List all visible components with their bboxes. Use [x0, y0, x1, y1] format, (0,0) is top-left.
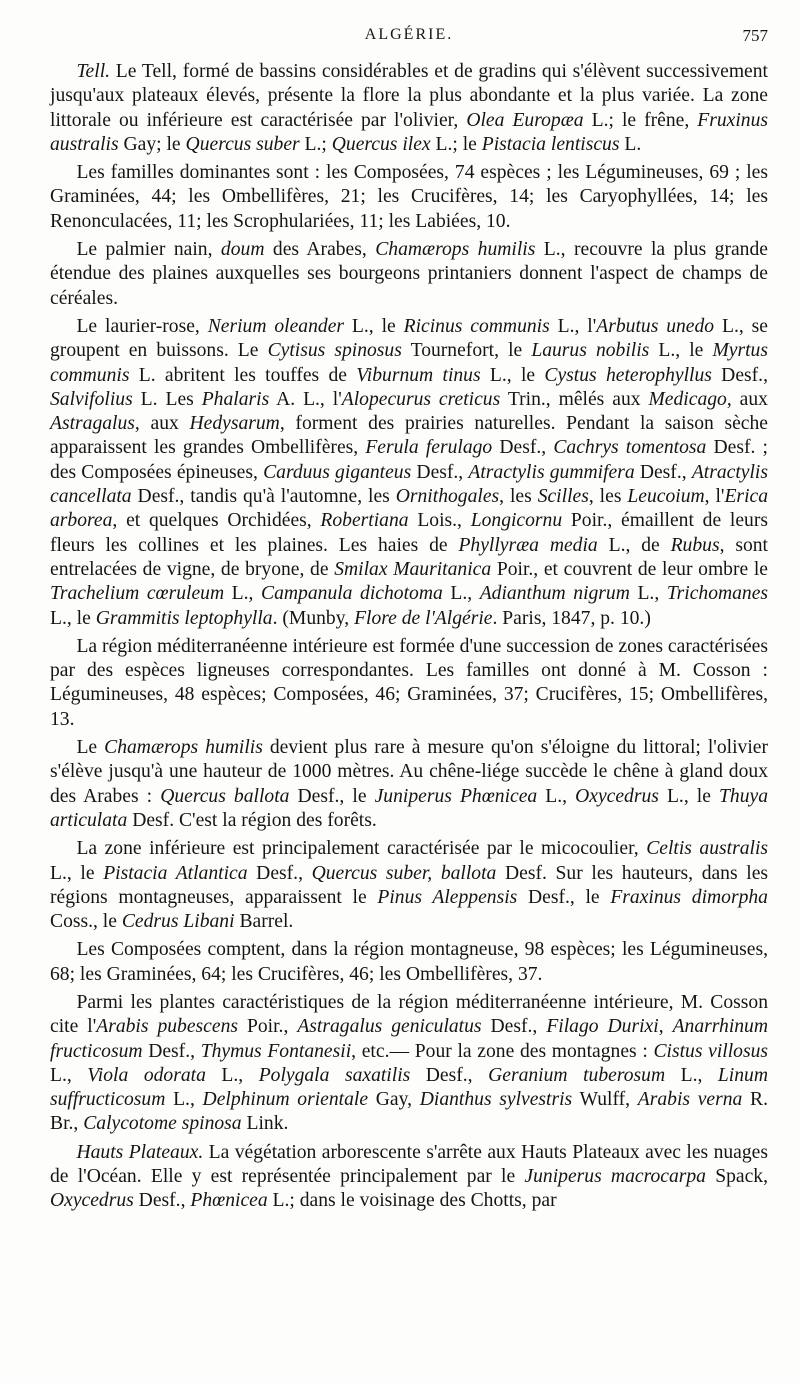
text-run: Desf.,: [133, 1190, 191, 1212]
text-run: , aux: [134, 413, 190, 435]
text-run: L.,: [665, 1064, 718, 1086]
text-run: Desf.,: [410, 1064, 489, 1086]
text-run: Desf.,: [247, 862, 312, 884]
text-run: L. Les: [132, 388, 202, 410]
italic-run: Robertiana: [320, 510, 409, 532]
paragraph: [50, 1141, 768, 1214]
text-run: L.,: [629, 583, 667, 605]
text-run: L., le: [50, 862, 104, 884]
italic-run: Ferula ferulago: [365, 437, 493, 459]
italic-run: Dianthus sylvestris: [419, 1089, 573, 1111]
italic-run: Olea Europæa: [466, 109, 584, 131]
text-run: La zone inférieure est principalement caractérisée par le micocoulier,: [76, 838, 647, 860]
paragraph: [50, 635, 768, 732]
text-run: , l': [704, 486, 725, 508]
italic-run: Salvifolius: [50, 388, 133, 410]
italic-run: Phyllyræa media: [458, 534, 598, 556]
text-run: devient plus rare à mesure qu'on s'éloigne du littoral; l'olivier s'élève jusqu'à une hauteur de 1000 mètres. Au chêne-liége succède le chêne à gland doux des Arabes :: [50, 737, 768, 807]
italic-run: Smilax Mauritanica: [334, 558, 492, 580]
text-run: Desf., le: [517, 886, 611, 908]
italic-run: Quercus ballota: [160, 785, 290, 807]
text-run: L.; le frêne,: [583, 109, 698, 131]
italic-run: Quercus ilex: [331, 133, 431, 155]
text-run: Wulff,: [572, 1089, 638, 1111]
text-run: , sont entrelacées de vigne, de bryone, de: [50, 534, 769, 580]
text-run: Gay,: [368, 1089, 420, 1111]
text-run: , forment des prairies naturelles. Pendant la saison sèche apparaissent les grandes Ombellifères,: [50, 413, 768, 459]
text-run: Le Tell, formé de bassins considérables et de gradins qui s'élèvent successivement jusqu'aux plateaux élevés, présente la flore la plus abondante et la plus variée. La zone littorale ou inférieure est caractérisée par l'olivier,: [50, 61, 768, 131]
italic-run: Thymus Fontanesii: [200, 1040, 352, 1062]
italic-run: Hedysarum: [189, 413, 280, 435]
italic-run: Campanula dichotoma: [261, 583, 443, 605]
text-run: L., l': [549, 315, 597, 337]
text-run: L., se groupent en buissons. Le: [50, 315, 768, 362]
text-run: Spack,: [705, 1166, 768, 1188]
text-run: , les: [588, 486, 628, 508]
text-run: Tournefort, le: [401, 340, 532, 362]
italic-run: Linum suffructicosum: [50, 1064, 768, 1111]
text-run: L.: [619, 133, 642, 155]
text-run: Parmi les plantes caractéristiques de la région méditerranéenne intérieure, M. Cosson cite l': [50, 991, 768, 1038]
italic-run: Adianthum nigrum: [479, 583, 630, 605]
paragraph: [50, 60, 768, 157]
italic-run: Hauts Plateaux.: [76, 1141, 204, 1163]
italic-run: Astragalus geniculatus: [297, 1016, 482, 1038]
text-run: L.,: [165, 1089, 203, 1111]
text-run: Trin., mêlés aux: [500, 388, 649, 410]
italic-run: Arbutus unedo: [596, 315, 715, 337]
text-run: Poir., émaillent de leurs fleurs les collines et les plaines. Les haies de: [50, 510, 768, 556]
italic-run: Polygala saxatilis: [258, 1064, 411, 1086]
italic-run: Chamærops humilis: [375, 239, 536, 261]
paragraph: [50, 736, 768, 833]
text-run: Les familles dominantes sont : les Composées, 74 espèces ; les Légumineuses, 69 ; les Graminées, 44; les Ombellifères, 21; les Crucifères, 14; les Caryophyllées, 14; les Renonculacées, 11; les Scrophulariées, 11; les Labiées, 10.: [50, 162, 768, 232]
text-run: L.,: [537, 785, 576, 807]
text-run: des Arabes,: [264, 239, 376, 261]
text-run: Coss., le: [50, 911, 122, 933]
text-run: Link.: [241, 1113, 289, 1135]
italic-run: Chamærops humilis: [104, 737, 263, 759]
italic-run: Fraxinus dimorpha: [610, 886, 768, 908]
italic-run: Rubus: [670, 534, 720, 556]
page-number: 757: [742, 26, 768, 45]
italic-run: Laurus nobilis: [531, 340, 650, 362]
italic-run: Ricinus communis: [403, 315, 550, 337]
italic-run: Ornithogales: [395, 486, 500, 508]
text-run: Desf.,: [481, 1016, 547, 1038]
italic-run: Astragalus: [50, 413, 135, 435]
italic-run: Viburnum tinus: [356, 364, 481, 386]
text-run: . Paris, 1847, p. 10.): [492, 607, 651, 629]
italic-run: Arabis pubescens: [96, 1016, 238, 1038]
text-run: , et quelques Orchidées,: [112, 510, 321, 532]
italic-run: Thuya articulata: [50, 785, 768, 831]
italic-run: Viola odorata: [87, 1064, 206, 1086]
italic-run: Cedrus Libani: [121, 911, 235, 933]
text-run: L.,: [50, 1064, 88, 1086]
text-run: L.,: [442, 583, 480, 605]
text-run: Poir.,: [238, 1016, 298, 1038]
italic-run: Quercus suber: [185, 133, 300, 155]
text-run: L., le: [649, 340, 713, 362]
italic-run: Cistus villosus: [653, 1040, 769, 1062]
italic-run: Pinus Aleppensis: [377, 886, 518, 908]
italic-run: Grammitis leptophylla: [95, 607, 273, 629]
text-run: L., le: [50, 607, 96, 629]
italic-run: Celtis australis: [646, 838, 769, 860]
text-run: Barrel.: [234, 911, 294, 933]
italic-run: Alopecurus creticus: [341, 388, 501, 410]
text-run: , les: [499, 486, 538, 508]
text-run: L., recouvre la plus grande étendue des plaines auxquelles ses bourgeons printaniers donnent l'aspect de champs de céréales.: [50, 239, 768, 309]
text-run: L., de: [597, 534, 671, 556]
italic-run: Geranium tuberosum: [488, 1064, 666, 1086]
italic-run: Juniperus Phœnicea: [374, 785, 538, 807]
text-run: Desf. ; des Composées épineuses,: [50, 437, 769, 483]
italic-run: Pistacia Atlantica: [103, 862, 248, 884]
italic-run: Oxycedrus: [575, 785, 659, 807]
paragraph: [50, 938, 768, 987]
text-run: L.; dans le voisinage des Chotts, par: [267, 1190, 557, 1212]
text-run: L. abritent les touffes de: [129, 364, 357, 386]
italic-run: Calycotome spinosa: [83, 1113, 242, 1135]
text-run: L.; le: [430, 133, 482, 155]
italic-run: Atractylis gummifera: [468, 461, 635, 483]
text-run: Gay; le: [118, 133, 186, 155]
italic-run: doum: [220, 239, 265, 261]
page-header: [50, 26, 768, 56]
text-run: Le palmier nain,: [76, 239, 221, 261]
text-run: L., le: [658, 785, 720, 807]
italic-run: Anarrhinum fructicosum: [50, 1016, 769, 1062]
italic-run: Erica arborea: [50, 486, 768, 532]
italic-run: Tell.: [76, 61, 111, 82]
italic-run: Flore de l'Algérie: [354, 607, 493, 629]
text-run: Desf., tandis qu'à l'automne, les: [131, 486, 396, 508]
italic-run: Medicago: [648, 388, 727, 410]
text-run: Poir., et couvrent de leur ombre le: [491, 558, 769, 580]
text-run: Desf.,: [634, 461, 692, 483]
text-run: R. Br.,: [50, 1089, 768, 1135]
text-run: Desf., le: [289, 785, 375, 807]
body-text: [50, 60, 768, 1214]
text-run: . (Munby,: [272, 607, 355, 629]
text-run: La région méditerranéenne intérieure est formée d'une succession de zones caractérisées par des espèces ligneuses correspondantes. Les familles ont donné à M. Cosson : Légumineuses, 48 espèces; Composées, 46; Graminées, 37; Crucifères, 15; Ombellifères, 13.: [50, 635, 768, 730]
italic-run: Atractylis cancellata: [50, 461, 768, 508]
text-run: L., le: [480, 364, 545, 386]
text-run: L.;: [299, 133, 332, 155]
text-run: L.,: [205, 1064, 259, 1086]
text-run: La végétation arborescente s'arrête aux Hauts Plateaux avec les nuages de l'Océan. Elle y est représentée principalement par le: [50, 1141, 768, 1188]
italic-run: Carduus giganteus: [263, 461, 412, 483]
italic-run: Fruxinus australis: [50, 109, 769, 155]
running-title: ALGÉRIE.: [364, 26, 454, 43]
paragraph: [50, 161, 768, 234]
italic-run: Nerium oleander: [207, 315, 345, 337]
text-run: L., le: [344, 315, 404, 337]
text-run: Desf.,: [492, 437, 554, 459]
italic-run: Juniperus macrocarpa: [524, 1166, 706, 1188]
italic-run: Trichomanes: [666, 583, 769, 605]
paragraph: [50, 238, 768, 311]
text-run: A. L., l': [269, 388, 342, 410]
italic-run: Arabis verna: [637, 1089, 743, 1111]
text-run: Desf.,: [142, 1040, 201, 1062]
italic-run: Phœnicea: [190, 1190, 268, 1212]
paragraph: [50, 837, 768, 934]
text-run: , etc.— Pour la zone des montagnes :: [351, 1040, 654, 1062]
italic-run: Cystus heterophyllus: [544, 364, 712, 386]
italic-run: Leucoium: [627, 486, 705, 508]
italic-run: Quercus suber, ballota: [311, 862, 497, 884]
italic-run: Oxycedrus: [50, 1190, 134, 1212]
italic-run: Delphinum orientale: [202, 1089, 369, 1111]
italic-run: Phalaris: [201, 388, 270, 410]
italic-run: Longicornu: [470, 510, 563, 532]
italic-run: Trachelium cœruleum: [50, 583, 225, 605]
text-run: Le laurier-rose,: [76, 315, 208, 337]
text-run: , aux: [726, 388, 768, 410]
italic-run: Pistacia lentiscus: [481, 133, 620, 155]
text-run: Lois.,: [408, 510, 471, 532]
text-run: Les Composées comptent, dans la région montagneuse, 98 espèces; les Légumineuses, 68; les Graminées, 64; les Crucifères, 46; les Ombellifères, 37.: [50, 939, 768, 985]
paragraph: [50, 315, 768, 631]
italic-run: Cachrys tomentosa: [553, 437, 707, 459]
text-run: Desf.,: [711, 364, 768, 386]
text-run: Desf. C'est la région des forêts.: [127, 809, 377, 831]
italic-run: Myrtus communis: [50, 340, 768, 386]
italic-run: Cytisus spinosus: [267, 340, 402, 362]
text-run: L.,: [224, 583, 262, 605]
text-run: Desf. Sur les hauteurs, dans les régions montagneuses, apparaissent le: [50, 862, 769, 908]
paragraph: [50, 991, 768, 1137]
text-run: ,: [658, 1016, 673, 1038]
text-run: Desf.,: [411, 461, 469, 483]
text-run: Le: [76, 737, 105, 759]
italic-run: Scilles: [537, 486, 589, 508]
italic-run: Filago Durixi: [546, 1016, 659, 1038]
